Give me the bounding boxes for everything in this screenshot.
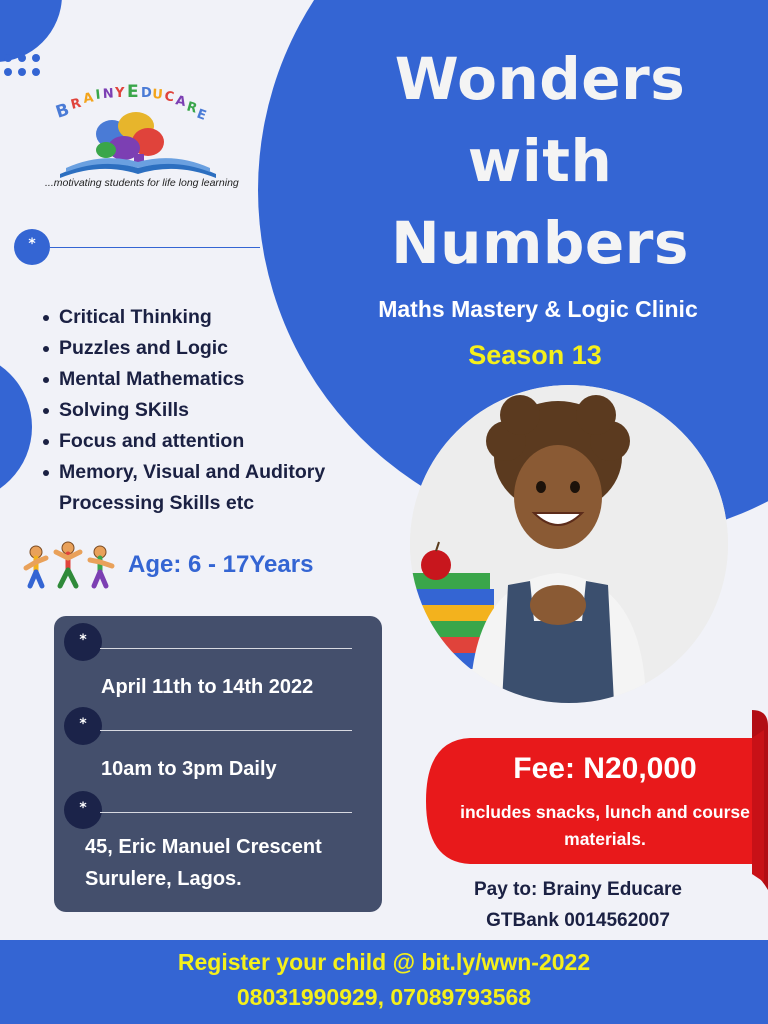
children-icon [20,540,120,592]
details-divider [100,812,352,813]
venue-line: 45, Eric Manuel Crescent [85,836,322,858]
separator-dot: * [14,229,50,265]
brain-icon [96,112,164,166]
svg-text:N: N [102,86,115,102]
svg-text:R: R [184,99,199,117]
skill-item: Focus and attention [42,426,372,457]
details-divider [100,730,352,731]
page-title [330,38,750,284]
fee-amount: Fee: N20,000 [513,752,697,785]
details-bullet: * [64,707,102,745]
event-venue [85,831,322,895]
skill-item: Solving SKills [42,395,372,426]
decorative-dots [0,52,46,86]
svg-text:E: E [127,82,139,102]
svg-text:U: U [151,87,164,103]
payment-details [418,874,738,936]
page-subtitle: Maths Mastery & Logic Clinic [378,296,698,322]
svg-text:A: A [82,90,95,107]
svg-text:Y: Y [115,86,125,101]
svg-text:B: B [53,99,72,123]
svg-text:R: R [69,95,83,113]
brainy-educare-logo [40,82,240,192]
contact-phones: 08031990929, 07089793568 [236,984,532,1010]
svg-text:A: A [174,93,188,111]
background-circle-side [0,352,32,502]
skill-item: Critical Thinking [42,302,372,333]
payment-account: GTBank 0014562007 [486,910,670,931]
fee-note: includes snacks, lunch and course materials. [460,802,750,849]
venue-line: Surulere, Lagos. [85,868,242,890]
title-line: with [467,127,613,195]
svg-text:D: D [141,86,152,101]
register-link[interactable]: Register your child @ bit.ly/wwn-2022 [177,949,591,975]
skill-item: Puzzles and Logic [42,333,372,364]
details-bullet: * [64,791,102,829]
svg-text:C: C [163,89,175,106]
skill-item: Mental Mathematics [42,364,372,395]
title-line: Wonders [394,45,686,113]
separator-line [50,247,260,248]
event-dates: April 11th to 14th 2022 [101,676,314,698]
details-divider [100,648,352,649]
skills-list [42,302,372,519]
svg-text:I: I [94,87,102,103]
event-time: 10am to 3pm Daily [101,758,277,780]
logo-tagline: ...motivating students for life long learning [45,177,239,189]
title-line: Numbers [391,209,689,277]
smiling-child-photo [410,385,728,703]
details-bullet: * [64,623,102,661]
age-range: Age: 6 - 17Years [128,551,314,578]
photo-illustration [410,385,728,703]
season-label: Season 13 [468,340,602,370]
skill-item: Memory, Visual and Auditory Processing Skills etc [42,457,372,519]
payment-payee: Pay to: Brainy Educare [473,879,683,900]
svg-text:E: E [194,106,209,124]
